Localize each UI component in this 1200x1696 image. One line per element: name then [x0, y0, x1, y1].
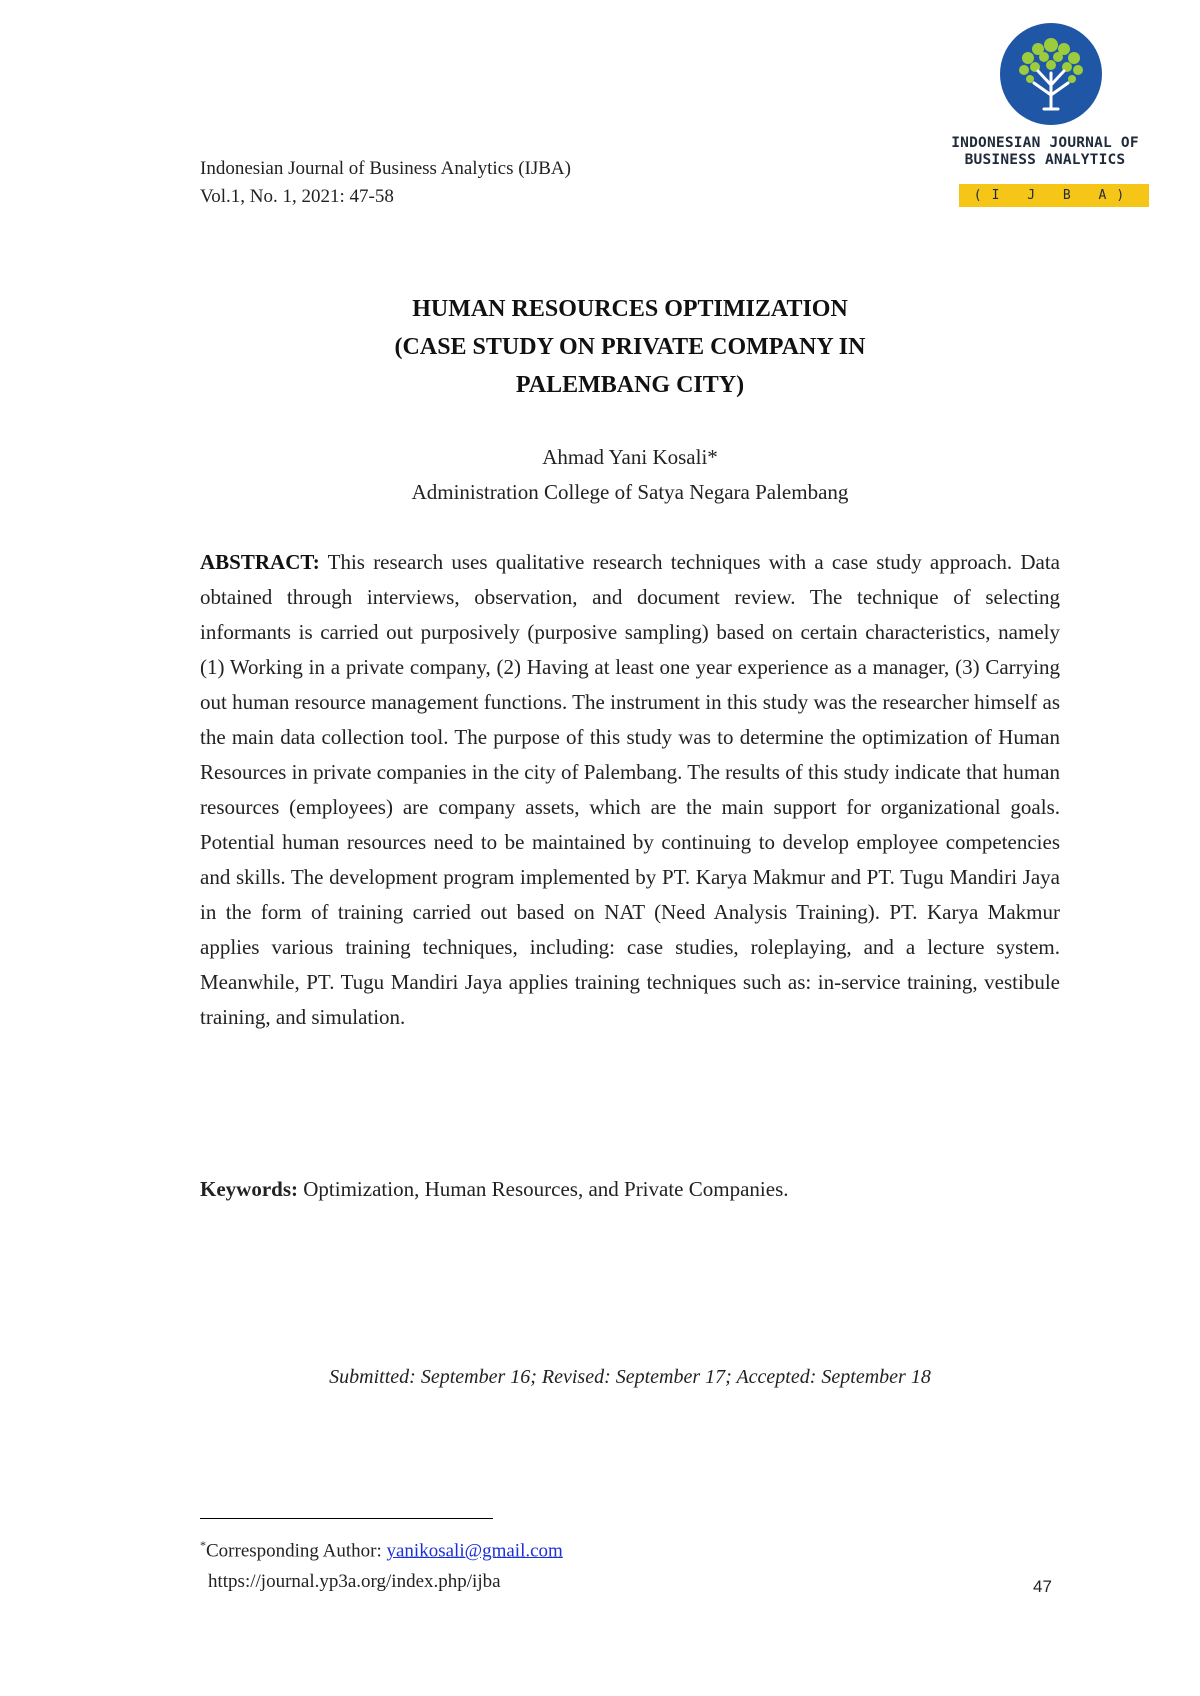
logo-band: (I J B A): [959, 184, 1149, 207]
keywords-text: Optimization, Human Resources, and Private Companies.: [303, 1177, 789, 1201]
author-name: Ahmad Yani Kosali: [542, 445, 708, 469]
paper-title: [200, 290, 1060, 404]
logo-circle: [1000, 23, 1102, 125]
title-line-2: (CASE STUDY ON PRIVATE COMPANY IN: [394, 334, 866, 360]
abstract: [200, 545, 1060, 1035]
logo-name: [935, 135, 1155, 169]
author-email-link[interactable]: yanikosali@gmail.com: [386, 1540, 563, 1562]
journal-header: [200, 155, 571, 211]
footnote: [200, 1531, 563, 1565]
journal-logo: [935, 23, 1155, 213]
author-affiliation: Administration College of Satya Negara Palembang: [411, 480, 849, 504]
journal-url: https://journal.yp3a.org/index.php/ijba: [208, 1571, 501, 1592]
author-block: [200, 440, 1060, 510]
title-line-1: HUMAN RESOURCES OPTIMIZATION: [412, 296, 848, 322]
footnote-marker: *: [200, 1538, 206, 1552]
keywords: [200, 1172, 1060, 1207]
journal-name: Indonesian Journal of Business Analytics (IJBA): [200, 158, 571, 179]
logo-name-line2: BUSINESS ANALYTICS: [964, 152, 1126, 168]
logo-name-line1: INDONESIAN JOURNAL OF: [951, 135, 1139, 151]
submission-dates: Submitted: September 16; Revised: September 17; Accepted: September 18: [329, 1366, 931, 1388]
footnote-divider: [200, 1518, 493, 1519]
journal-volume: Vol.1, No. 1, 2021: 47-58: [200, 186, 394, 207]
page-number: 47: [1033, 1577, 1052, 1596]
keywords-label: Keywords:: [200, 1177, 298, 1201]
abstract-text: This research uses qualitative research techniques with a case study approach. Data obtained through interviews, observation, and document review. The technique of selecting informants is carried out purposively (purposive sampling) based on certain characteristics, namely (1) Working in a private company, (2) Having at least one year experience as a manager, (3) Carrying out human resource management functions. The instrument in this study was the researcher himself as the main data collection tool. The purpose of this study was to determine the optimization of Human Resources in private companies in the city of Palembang. The results of this study indicate that human resources (employees) are company assets, which are the main support for organizational goals. Potential human resources need to be maintained by continuing to develop employee competencies and skills. The development program implemented by PT. Karya Makmur and PT. Tugu Mandiri Jaya in the form of training carried out based on NAT (Need Analysis Training). PT. Karya Makmur applies various training techniques, including: case studies, roleplaying, and a lecture system. Meanwhile, PT. Tugu Mandiri Jaya applies training techniques such as: in-service training, vestibule training, and simulation.: [200, 550, 1060, 1029]
tree-icon: [1000, 23, 1102, 125]
author-line: [200, 440, 1060, 475]
footnote-label: Corresponding Author:: [206, 1540, 382, 1562]
abstract-label: ABSTRACT:: [200, 550, 320, 574]
title-line-3: PALEMBANG CITY): [515, 372, 745, 398]
author-marker: *: [707, 445, 718, 469]
